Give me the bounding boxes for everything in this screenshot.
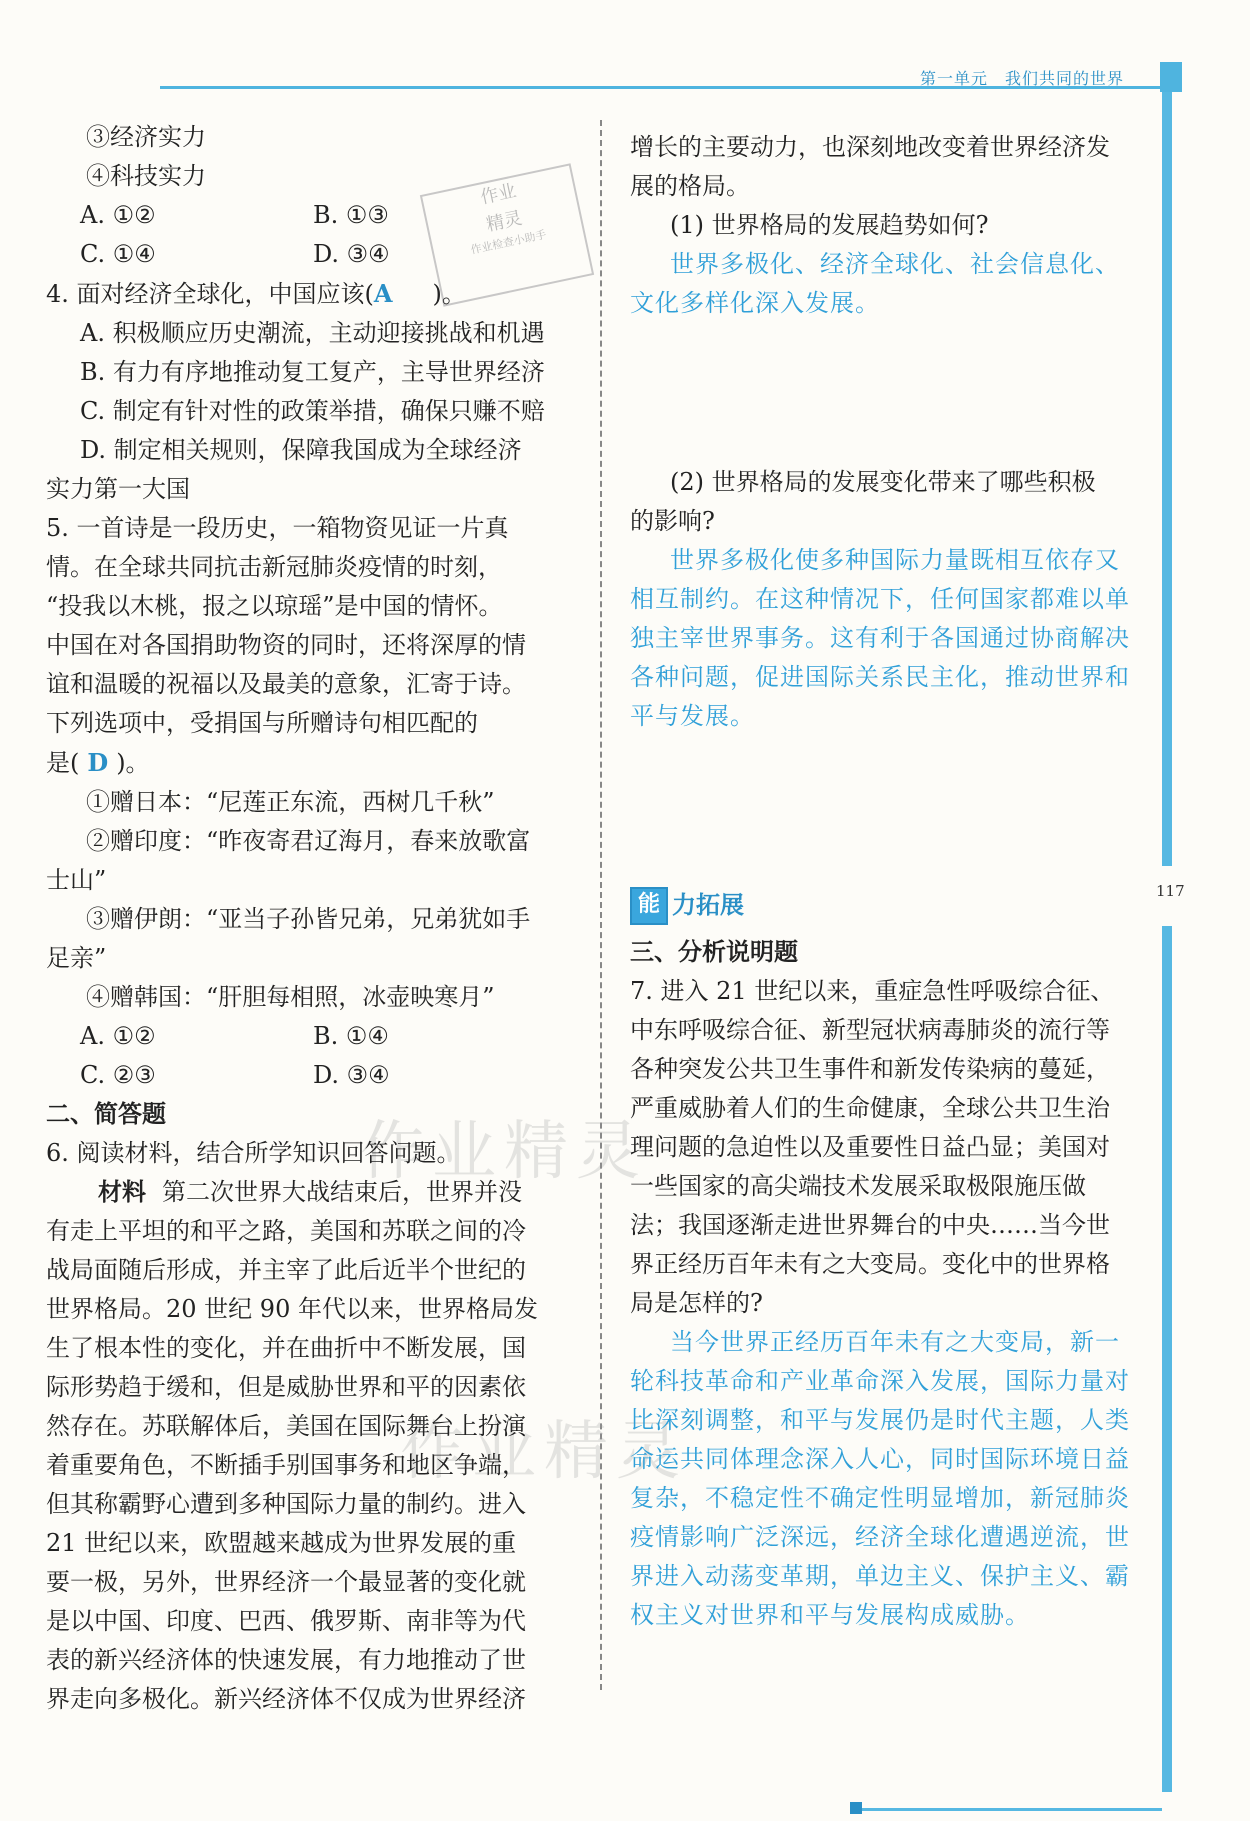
q5-line: 下列选项中，受捐国与所赠诗句相匹配的 <box>46 709 478 737</box>
section-heading: 二、简答题 <box>46 1100 166 1128</box>
sub-question-1: (1) 世界格局的发展趋势如何? <box>670 211 989 239</box>
q7-line: 理问题的急迫性以及重要性日益凸显；美国对 <box>630 1133 1110 1161</box>
q5-item: ④赠韩国：“肝胆每相照，冰壶映寒月” <box>86 983 495 1011</box>
q3-options-row <box>46 196 570 235</box>
answer-7-line: 轮科技革命和产业革命深入发展，国际力量对 <box>630 1367 1130 1395</box>
q7-line: 严重威胁着人们的生命健康，全球公共卫生治 <box>630 1094 1110 1122</box>
material-line: 世界格局。20 世纪 90 年代以来，世界格局发 <box>46 1295 538 1323</box>
material-line: 生了根本性的变化，并在曲折中不断发展，国 <box>46 1334 526 1362</box>
q5-line: 情。在全球共同抗击新冠肺炎疫情的时刻， <box>46 553 502 581</box>
material-line: 战局面随后形成，并主宰了此后近半个世纪的 <box>46 1256 526 1284</box>
stamp-line1: 作业 <box>478 180 519 209</box>
q5-line: 5. 一首诗是一段历史，一箱物资见证一片真 <box>46 514 509 542</box>
option: A. ①② <box>80 201 156 229</box>
q4-item-cont: 实力第一大国 <box>46 475 190 503</box>
option: D. ③④ <box>313 1061 390 1089</box>
answer-7-line: 比深刻调整，和平与发展仍是时代主题，人类 <box>630 1406 1130 1434</box>
option: B. ①③ <box>313 201 389 229</box>
sub-question-2: (2) 世界格局的发展变化带来了哪些积极 <box>670 468 1096 496</box>
q5-close: )。 <box>116 749 150 777</box>
answer-2-line: 相互制约。在这种情况下，任何国家都难以单 <box>630 585 1130 613</box>
answer-7-line: 疫情影响广泛深远，经济全球化遭遇逆流，世 <box>630 1523 1130 1551</box>
option: A. ①② <box>80 1022 156 1050</box>
q5-item-cont: 足亲” <box>46 944 107 972</box>
answer-7-line: 权主义对世界和平与发展构成威胁。 <box>630 1601 1030 1629</box>
option: C. ①④ <box>80 240 156 268</box>
answer-2-line: 平与发展。 <box>630 702 755 730</box>
side-bar <box>1162 92 1172 1792</box>
page-number: 117 <box>1156 882 1185 900</box>
answer-7-line: 命运共同体理念深入人心，同时国际环境日益 <box>630 1445 1130 1473</box>
q5-line: 谊和温暖的祝福以及最美的意象，汇寄于诗。 <box>46 670 526 698</box>
q5-line: “投我以木桃，报之以琼瑶”是中国的情怀。 <box>46 592 503 620</box>
bottom-rule <box>856 1808 1162 1811</box>
stamp-line3: 作业检查小助手 <box>469 227 548 257</box>
stamp-line2: 精灵 <box>484 207 524 236</box>
answer-1-line: 世界多极化、经济全球化、社会信息化、 <box>670 250 1120 278</box>
option: B. ①④ <box>313 1022 389 1050</box>
q7-line: 各种突发公共卫生事件和新发传染病的蔓延， <box>630 1055 1110 1083</box>
q5-pre: 是( <box>46 749 80 777</box>
material-line: 表的新兴经济体的快速发展，有力地推动了世 <box>46 1646 526 1674</box>
answer-7-line: 当今世界正经历百年未有之大变局，新一 <box>670 1328 1120 1356</box>
material-line: 际形势趋于缓和，但是威胁世界和平的因素依 <box>46 1373 526 1401</box>
material-line: 第二次世界大战结束后，世界并没 <box>162 1178 522 1206</box>
right-column <box>630 128 1154 1635</box>
material-line: 着重要角色，不断插手别国事务和地区争端， <box>46 1451 526 1479</box>
section-heading: 三、分析说明题 <box>630 938 798 966</box>
q5-answer-line <box>46 743 570 783</box>
q6-material-first <box>46 1173 570 1212</box>
sub-question-2-cont: 的影响? <box>630 507 715 535</box>
q4-close: )。 <box>432 280 466 308</box>
q7-line: 7. 进入 21 世纪以来，重症急性呼吸综合征、 <box>630 977 1115 1005</box>
material-line: 21 世纪以来，欧盟越来越成为世界发展的重 <box>46 1529 517 1557</box>
q3-item: ③经济实力 <box>86 123 206 151</box>
material-line: 有走上平坦的和平之路，美国和苏联之间的冷 <box>46 1217 526 1245</box>
material-label: 材料 <box>98 1178 146 1206</box>
q7-line: 法；我国逐渐走进世界舞台的中央……当今世 <box>630 1211 1110 1239</box>
answer-2-line: 各种问题，促进国际关系民主化，推动世界和 <box>630 663 1130 691</box>
q3-item: ④科技实力 <box>86 162 206 190</box>
answer-7-line: 复杂，不稳定性不确定性明显增加，新冠肺炎 <box>630 1484 1130 1512</box>
section-title: 力拓展 <box>672 891 744 919</box>
material-line: 界走向多极化。新兴经济体不仅成为世界经济 <box>46 1685 526 1713</box>
q5-options-row <box>46 1056 570 1095</box>
q5-answer: D <box>87 748 109 777</box>
spacer <box>630 736 1154 884</box>
option: D. ③④ <box>313 240 390 268</box>
q7-line: 界正经历百年未有之大变局。变化中的世界格 <box>630 1250 1110 1278</box>
material-line: 是以中国、印度、巴西、俄罗斯、南非等为代 <box>46 1607 526 1635</box>
answer-2-line: 世界多极化使多种国际力量既相互依存又 <box>670 546 1120 574</box>
q4-item: D. 制定相关规则，保障我国成为全球经济 <box>80 436 522 464</box>
q4-item: A. 积极顺应历史潮流，主动迎接挑战和机遇 <box>80 319 545 347</box>
q4-stem <box>46 274 570 314</box>
q7-line: 中东呼吸综合征、新型冠状病毒肺炎的流行等 <box>630 1016 1110 1044</box>
q5-item: ①赠日本：“尼莲正东流，西树几千秋” <box>86 788 495 816</box>
q5-item: ②赠印度：“昨夜寄君辽海月，春来放歌富 <box>86 827 531 855</box>
q7-line: 一些国家的高尖端技术发展采取极限施压做 <box>630 1172 1086 1200</box>
q4-answer: A <box>373 279 393 308</box>
left-column <box>46 118 570 1719</box>
material-line: 增长的主要动力，也深刻地改变着世界经济发 <box>630 133 1110 161</box>
q4-item: B. 有力有序地推动复工复产，主导世界经济 <box>80 358 545 386</box>
q5-line: 中国在对各国捐助物资的同时，还将深厚的情 <box>46 631 526 659</box>
material-line: 展的格局。 <box>630 172 750 200</box>
section-badge: 能 <box>630 887 668 925</box>
q5-item: ③赠伊朗：“亚当子孙皆兄弟，兄弟犹如手 <box>86 905 531 933</box>
unit-header: 第一单元 我们共同的世界 <box>920 69 1125 88</box>
q7-line: 局是怎样的? <box>630 1289 763 1317</box>
watermark: 作业精灵 <box>360 1115 648 1189</box>
watermark-2: 作业精灵 <box>400 1415 688 1489</box>
spacer <box>630 323 1154 463</box>
bottom-square <box>850 1802 862 1814</box>
q3-options-row <box>46 235 570 274</box>
answer-2-line: 独主宰世界事务。这有利于各国通过协商解决 <box>630 624 1130 652</box>
q5-options-row <box>46 1017 570 1056</box>
header-tab <box>1160 62 1182 92</box>
material-line: 但其称霸野心遭到多种国际力量的制约。进入 <box>46 1490 526 1518</box>
q6-stem: 6. 阅读材料，结合所学知识回答问题。 <box>46 1139 461 1167</box>
material-line: 然存在。苏联解体后，美国在国际舞台上扮演 <box>46 1412 526 1440</box>
answer-1-line: 文化多样化深入发展。 <box>630 289 880 317</box>
q5-item-cont: 士山” <box>46 866 107 894</box>
q4-stem-text: 4. 面对经济全球化，中国应该( <box>46 280 374 308</box>
answer-7-line: 界进入动荡变革期，单边主义、保护主义、霸 <box>630 1562 1130 1590</box>
q4-item: C. 制定有针对性的政策举措，确保只赚不赔 <box>80 397 545 425</box>
ability-section-header <box>630 886 1154 925</box>
option: C. ②③ <box>80 1061 156 1089</box>
material-line: 要一极，另外，世界经济一个最显著的变化就 <box>46 1568 526 1596</box>
